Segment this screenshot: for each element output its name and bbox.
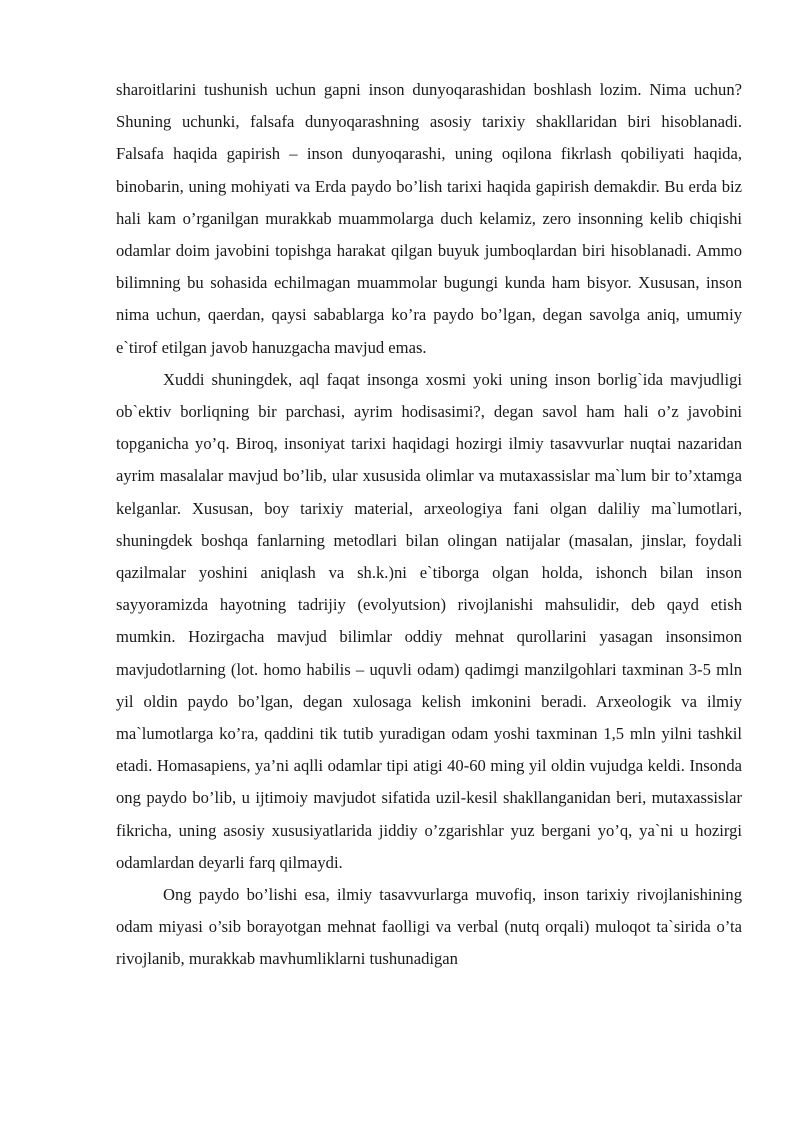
paragraph-3: Ong paydo bo’lishi esa, ilmiy tasavvurlarga muvofiq, inson tarixiy rivojlanishining odam miyasi o’sib borayotgan mehnat faolligi va verbal (nutq orqali) muloqot ta`sirida o’ta rivojlanib, murakkab mavhumliklarni tushunadigan — [116, 885, 742, 969]
document-page — [116, 74, 742, 976]
paragraph-1: sharoitlarini tushunish uchun gapni inson dunyoqarashidan boshlash lozim. Nima uchun? Shuning uchunki, falsafa dunyoqarashning asosiy tarixiy shakllaridan biri hisoblanadi. Falsafa haqida gapirish – inson dunyoqarashi, uning oqilona fikrlash qobiliyati haqida, binobarin, uning mohiyati va Erda paydo bo’lish tarixi haqida gapirish demakdir. Bu erda biz hali kam o’rganilgan murakkab muammolarga duch kelamiz, zero insonning kelib chiqishi odamlar doim javobini topishga harakat qilgan buyuk jumboqlardan biri hisoblanadi. Ammo bilimning bu sohasida echilmagan muammolar bugungi kunda ham bisyor. Xususan, inson nima uchun, qaerdan, qaysi sabablarga ko’ra paydo bo’lgan, degan savolga aniq, umumiy e`tirof etilgan javob hanuzgacha mavjud emas. — [116, 80, 742, 357]
paragraph-2: Xuddi shuningdek, aql faqat insonga xosmi yoki uning inson borlig`ida mavjudligi ob`ektiv borliqning bir parchasi, ayrim hodisasimi?, degan savol ham hali o’z javobini topganicha yo’q. Biroq, insoniyat tarixi haqidagi hozirgi ilmiy tasavvurlar nuqtai nazaridan ayrim masalalar mavjud bo’lib, ular xususida olimlar va mutaxassislar ma`lum bir to’xtamga kelganlar. Xususan, boy tarixiy material, arxeologiya fani olgan daliliy ma`lumotlari, shuningdek boshqa fanlarning metodlari bilan olingan natijalar (masalan, jinslar, foydali qazilmalar yoshini aniqlash va sh.k.)ni e`tiborga olgan holda, ishonch bilan inson sayyoramizda hayotning tadrijiy (evolyutsion) rivojlanishi mahsulidir, deb qayd etish mumkin. Hozirgacha mavjud bilimlar oddiy mehnat qurollarini yasagan insonsimon mavjudotlarning (lot. homo habilis – uquvli odam) qadimgi manzilgohlari taxminan 3-5 mln yil oldin paydo bo’lgan, degan xulosaga kelish imkonini beradi. Arxeologik va ilmiy ma`lumotlarga ko’ra, qaddini tik tutib yuradigan odam yoshi taxminan 1,5 mln yilni tashkil etadi. Homasapiens, ya’ni aqlli odamlar tipi atigi 40-60 ming yil oldin vujudga keldi. Insonda ong paydo bo’lib, u ijtimoiy mavjudot sifatida uzil-kesil shakllanganidan beri, mutaxassislar fikricha, uning asosiy xususiyatlarida jiddiy o’zgarishlar yuz bergani yo’q, ya`ni u hozirgi odamlardan deyarli farq qilmaydi. — [116, 369, 742, 872]
